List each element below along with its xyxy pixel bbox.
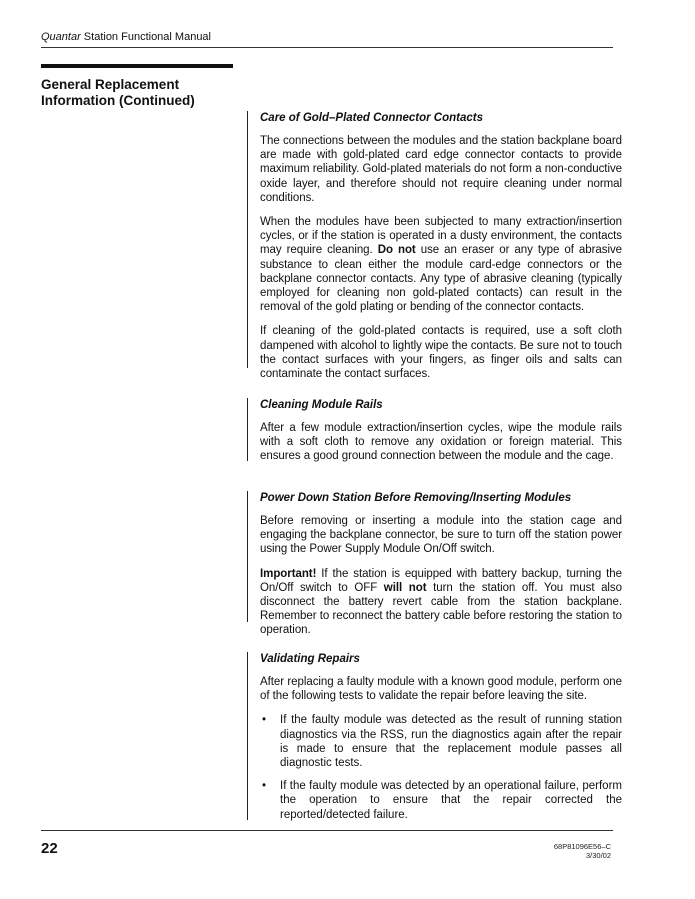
document-date: 3/30/02: [585, 851, 611, 860]
gold-p2-start: When the modules have been subjected to many extraction/insertion cycles, or if the station is operated in a dusty environment, the contacts may require cleaning.: [260, 216, 622, 257]
module-rails-paragraph: After a few module extraction/insertion cycles, wipe the module rails with a soft cloth to remove any oxidation or foreign material. This ensures a good ground connection between the module and the cage.: [260, 422, 622, 463]
list-item: [260, 713, 622, 770]
document-code: 68P81096E56–C: [553, 842, 611, 851]
power-down-heading: Power Down Station Before Removing/Inserting Modules: [260, 492, 572, 504]
validating-repairs-block: [247, 652, 622, 820]
module-rails-heading: Cleaning Module Rails: [260, 399, 383, 411]
list-item-text: If the faulty module was detected by an operational failure, perform the operation to ensure that the repair corrected the reported/detected failure.: [280, 780, 622, 821]
power-p2-start: If the station is equipped with battery backup, turning the On/Off switch to OFF: [260, 567, 622, 594]
power-p2-end: turn the station off. You must also disconnect the battery revert cable from the station backplane. Remember to reconnect the battery cable before restoring the station to operation.: [260, 581, 622, 637]
list-item: [260, 779, 622, 822]
power-down-paragraph-1: Before removing or inserting a module into the station cage and engaging the backplane connector, be sure to turn off the station power using the Power Supply Module On/Off switch.: [260, 515, 622, 556]
gold-contacts-heading: Care of Gold–Plated Connector Contacts: [260, 112, 484, 124]
gold-contacts-paragraph-1: The connections between the modules and the station backplane board are made with gold-plated card edge connector contacts to provide maximum reliability. Gold-plated materials do not form a non-conductive oxide layer, and therefore should not require cleaning under normal conditions.: [260, 135, 622, 204]
footer-rule: [41, 830, 613, 831]
bullet-icon: •: [262, 780, 267, 793]
header-rule: [41, 47, 613, 48]
power-down-paragraph-2: [260, 567, 622, 638]
running-header: [41, 31, 211, 43]
gold-p2-end: use an eraser or any type of abrasive substance to clean either the module card-edge connectors or the backplane connector contacts. Any type of abrasive cleaning (typically employed for cleaning non gold-plated contacts) can result in the removal of the gold plating or bending of the connector contacts.: [260, 244, 622, 314]
bullet-icon: •: [262, 714, 267, 727]
gold-contacts-paragraph-2: [260, 215, 622, 314]
validating-repairs-paragraph: After replacing a faulty module with a known good module, perform one of the following tests to validate the repair before leaving the site.: [260, 676, 622, 703]
power-down-block: [247, 491, 622, 637]
module-rails-block: [247, 398, 622, 461]
validation-test-list: [260, 713, 622, 821]
do-not-emphasis: Do not: [377, 244, 416, 257]
section-title-bar: [41, 64, 233, 68]
will-not-emphasis: will not: [383, 581, 427, 594]
list-item-text: If the faulty module was detected as the result of running station diagnostics via the RSS, run the diagnostics again after the repair is made to ensure that the replacement module passes all diagnostic tests.: [280, 714, 622, 770]
gold-contacts-block: [247, 111, 622, 381]
footer-doc-info: [554, 842, 611, 860]
header-title-rest: Station Functional Manual: [80, 31, 211, 43]
validating-repairs-heading: Validating Repairs: [260, 653, 360, 665]
page-number: 22: [41, 840, 58, 857]
important-emphasis: Important!: [260, 567, 317, 580]
section-title: General Replacement Information (Continued): [41, 77, 195, 108]
gold-contacts-paragraph-3: If cleaning of the gold-plated contacts is required, use a soft cloth dampened with alcohol to lightly wipe the contacts. Be sure not to touch the contact surfaces with your fingers, as finger oils and salts can contaminate the contact surfaces.: [260, 325, 622, 381]
header-title-italic: Quantar: [41, 31, 81, 43]
